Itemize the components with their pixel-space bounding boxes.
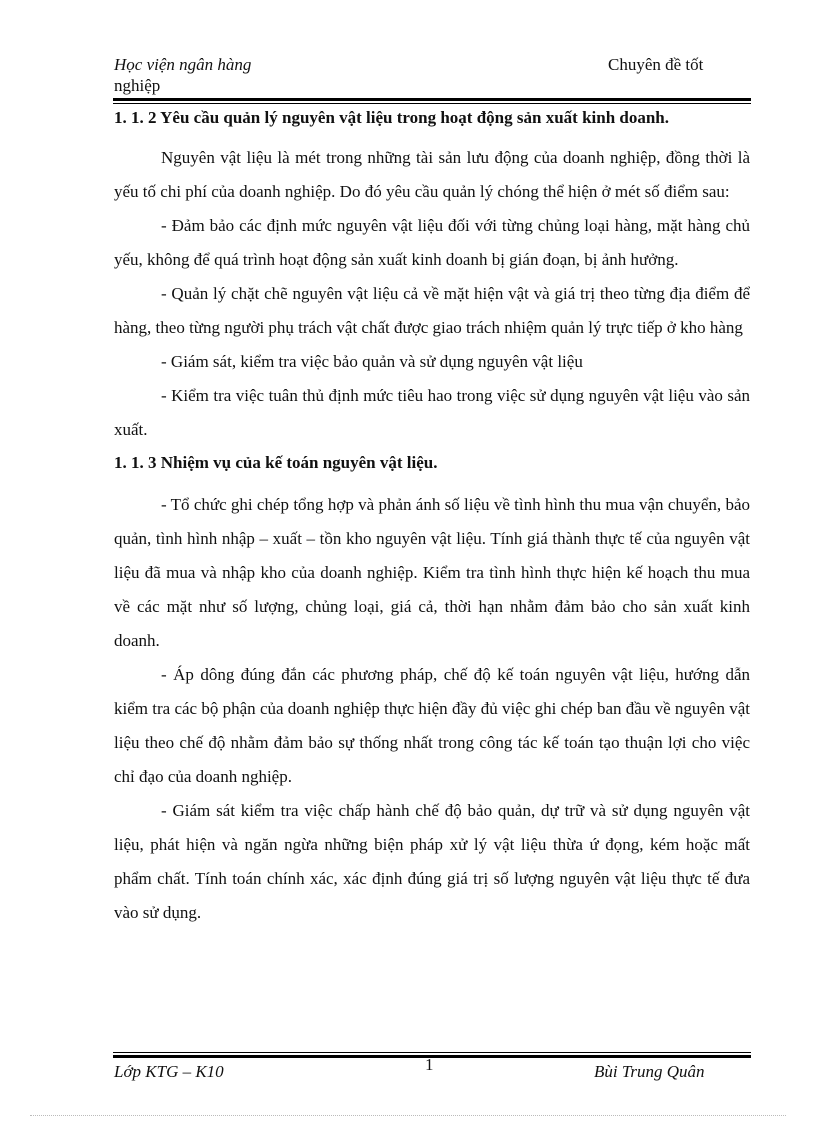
section-heading: 1. 1. 3 Nhiệm vụ của kế toán nguyên vật liệu. — [114, 453, 438, 472]
footer-rule-thin — [113, 1052, 751, 1053]
page-header-left — [114, 54, 251, 96]
footer-class: Lớp KTG – K10 — [114, 1062, 224, 1081]
footer-author: Bùi Trung Quân — [594, 1062, 705, 1081]
page-edge-divider — [30, 1115, 786, 1116]
bullet-paragraph: - Giám sát kiểm tra việc chấp hành chế độ bảo quản, dự trữ và sử dụng nguyên vật liệu, phát hiện và ngăn ngừa những biện pháp xử lý vật liệu thừa ứ đọng, kém hoặc mất phẩm chất. Tính toán chính xác, xác định đúng giá trị số lượng nguyên vật liệu thực tế đưa vào sử dụng. — [114, 801, 750, 922]
bullet-paragraph: - Tổ chức ghi chép tổng hợp và phản ánh số liệu về tình hình thu mua vận chuyển, bảo quản, tình hình nhập – xuất – tồn kho nguyên vật liệu. Tính giá thành thực tế của nguyên vật liệu đã mua và nhập kho của doanh nghiệp. Kiểm tra tình hình thực hiện kế hoạch thu mua về các mặt như số lượng, chủng loại, giá cả, thời hạn nhằm đảm bảo cho sản xuất kinh doanh. — [114, 495, 750, 650]
document-body — [114, 106, 750, 930]
section-heading: 1. 1. 2 Yêu cầu quản lý nguyên vật liệu trong hoạt động sản xuất kinh doanh. — [114, 108, 670, 127]
bullet-paragraph: - Đảm bảo các định mức nguyên vật liệu đối với từng chủng loại hàng, mặt hàng chủ yếu, không để quá trình hoạt động sản xuất kinh doanh bị gián đoạn, bị ảnh hưởng. — [114, 216, 750, 269]
page-number: 1 — [425, 1055, 434, 1074]
header-institution-continued: nghiệp — [114, 76, 161, 95]
bullet-paragraph: - Quản lý chặt chẽ nguyên vật liệu cả về mặt hiện vật và giá trị theo từng địa điểm để hàng, theo từng người phụ trách vật chất được giao trách nhiệm quản lý trực tiếp ở kho hàng — [114, 284, 750, 337]
header-rule-thick — [113, 98, 751, 101]
bullet-paragraph: - Giám sát, kiểm tra việc bảo quản và sử dụng nguyên vật liệu — [161, 352, 583, 371]
header-institution: Học viện ngân hàng — [114, 55, 252, 74]
paragraph: Nguyên vật liệu là mét trong những tài sản lưu động của doanh nghiệp, đồng thời là yếu tố chi phí của doanh nghiệp. Do đó yêu cầu quản lý chóng thể hiện ở mét số điểm sau: — [114, 148, 750, 201]
bullet-paragraph: - Kiểm tra việc tuân thủ định mức tiêu hao trong việc sử dụng nguyên vật liệu vào sản xuất. — [114, 386, 750, 439]
header-document-type: Chuyên đề tốt — [608, 55, 704, 74]
header-rule-thin — [113, 103, 751, 104]
bullet-paragraph: - Áp dông đúng đắn các phương pháp, chế độ kế toán nguyên vật liệu, hướng dẫn kiểm tra các bộ phận của doanh nghiệp thực hiện đầy đủ việc ghi chép ban đầu về nguyên vật liệu theo chế độ nhằm đảm bảo sự thống nhất trong công tác kế toán tạo thuận lợi cho việc chỉ đạo của doanh nghiệp. — [114, 665, 750, 786]
